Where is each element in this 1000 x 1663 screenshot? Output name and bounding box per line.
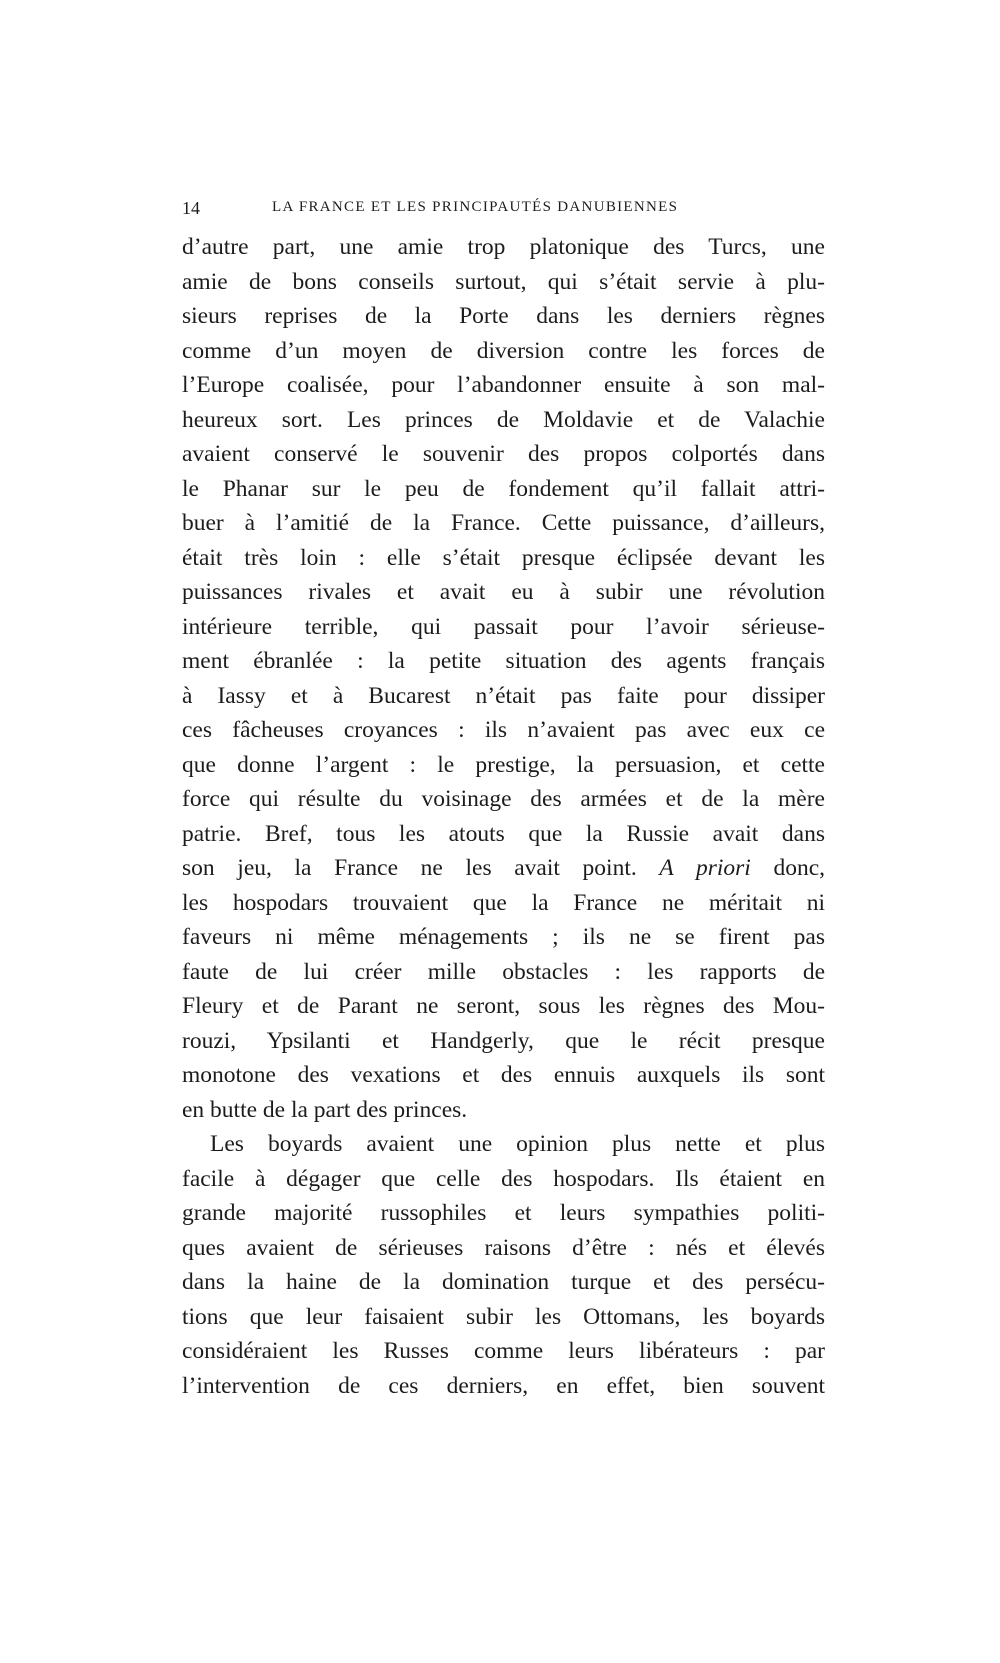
text-line: monotone des vexations et des ennuis auxquels ils sont <box>182 1062 825 1088</box>
text-line: force qui résulte du voisinage des armées et de la mère <box>182 786 825 812</box>
text-line: grande majorité russophiles et leurs sympathies politi- <box>182 1200 825 1226</box>
italic-phrase: A priori <box>659 855 751 881</box>
text-line: patrie. Bref, tous les atouts que la Russie avait dans <box>182 820 825 847</box>
text-line: que donne l’argent : le prestige, la persuasion, et cette <box>182 751 825 778</box>
text-segment: donc, <box>750 855 826 881</box>
text-line: rouzi, Ypsilanti et Handgerly, que le récit presque <box>182 1027 825 1054</box>
text-line: considéraient les Russes comme leurs libérateurs : par <box>182 1338 825 1364</box>
text-line: faveurs ni même ménagements ; ils ne se firent pas <box>182 924 825 950</box>
text-line: ces fâcheuses croyances : ils n’avaient pas avec eux ce <box>182 717 825 743</box>
text-line: en butte de la part des princes. <box>182 1096 468 1123</box>
text-line: Les boyards avaient une opinion plus nette et plus <box>210 1131 825 1157</box>
body-text <box>182 230 825 1403</box>
text-line-with-italic <box>182 851 825 886</box>
text-line: heureux sort. Les princes de Moldavie et de Valachie <box>182 406 825 433</box>
text-line: amie de bons conseils surtout, qui s’était servie à plu- <box>182 268 825 295</box>
text-line: puissances rivales et avait eu à subir une révolution <box>182 579 825 605</box>
text-segment: son jeu, la France ne les avait point. <box>182 855 660 881</box>
text-line: d’autre part, une amie trop platonique des Turcs, une <box>182 234 825 260</box>
text-line: avaient conservé le souvenir des propos colportés dans <box>182 441 825 467</box>
text-line: Fleury et de Parant ne seront, sous les règnes des Mou- <box>182 993 825 1019</box>
running-head <box>182 198 825 220</box>
text-line: l’intervention de ces derniers, en effet, bien souvent <box>182 1372 825 1399</box>
text-line: facile à dégager que celle des hospodars. Ils étaient en <box>182 1165 825 1192</box>
text-line: était très loin : elle s’était presque éclipsée devant les <box>182 544 825 571</box>
text-line: faute de lui créer mille obstacles : les rapports de <box>182 958 825 985</box>
text-line: l’Europe coalisée, pour l’abandonner ensuite à son mal- <box>182 372 825 398</box>
text-line: intérieure terrible, qui passait pour l’avoir sérieuse- <box>182 613 825 640</box>
text-line: tions que leur faisaient subir les Ottomans, les boyards <box>182 1303 825 1330</box>
text-line: buer à l’amitié de la France. Cette puissance, d’ailleurs, <box>182 510 825 536</box>
text-line: dans la haine de la domination turque et des persécu- <box>182 1269 825 1295</box>
text-line: le Phanar sur le peu de fondement qu’il fallait attri- <box>182 475 825 502</box>
running-title: LA FRANCE ET LES PRINCIPAUTÉS DANUBIENNES <box>272 199 679 215</box>
text-line: les hospodars trouvaient que la France ne méritait ni <box>182 889 825 916</box>
page-number: 14 <box>182 198 200 218</box>
text-line: ment ébranlée : la petite situation des agents français <box>182 648 825 674</box>
text-line: comme d’un moyen de diversion contre les forces de <box>182 337 825 364</box>
text-line: ques avaient de sérieuses raisons d’être : nés et élevés <box>182 1234 825 1261</box>
text-line: sieurs reprises de la Porte dans les derniers règnes <box>182 303 825 329</box>
text-line: à Iassy et à Bucarest n’était pas faite pour dissiper <box>182 682 825 709</box>
